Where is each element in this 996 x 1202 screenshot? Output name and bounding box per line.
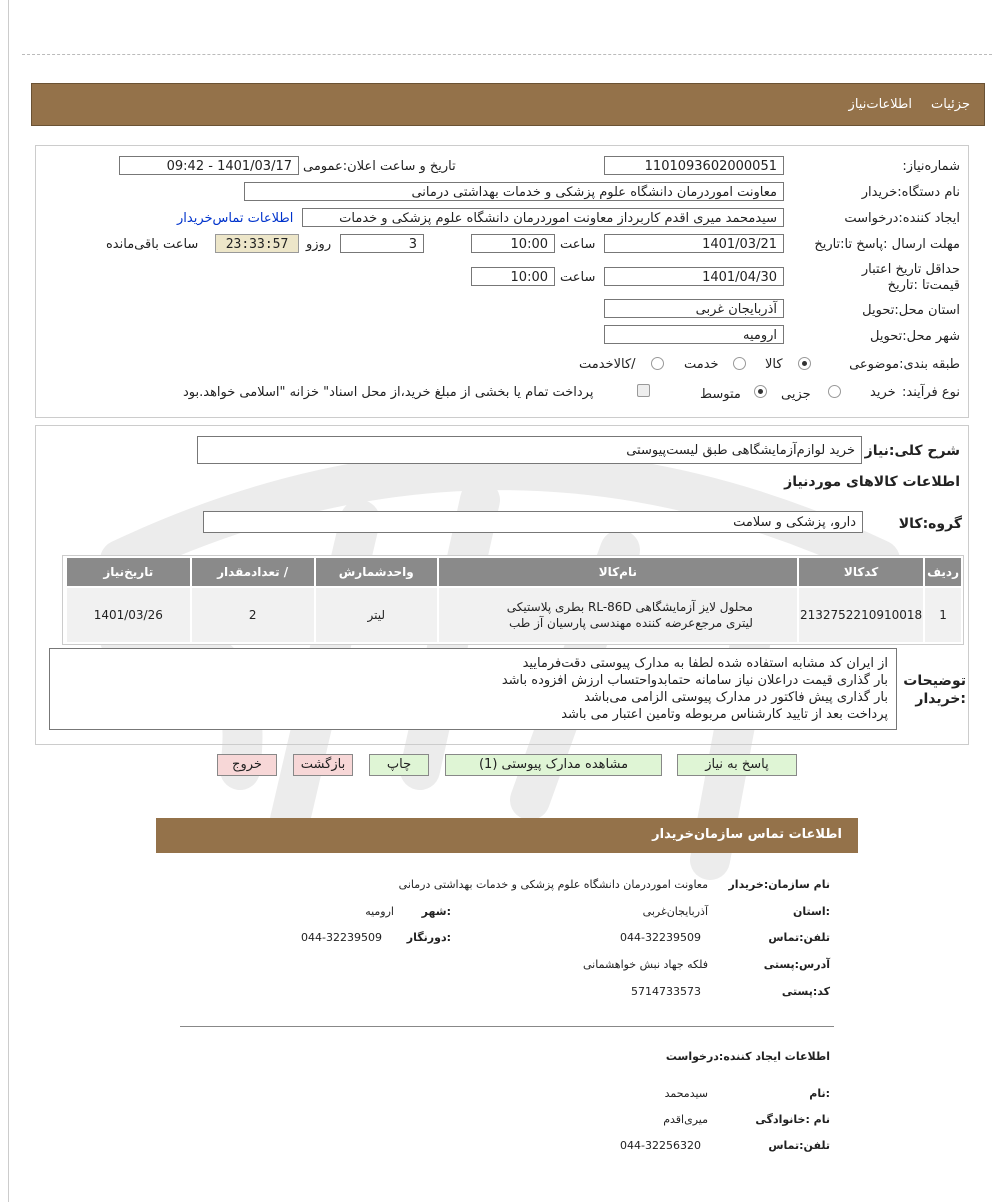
buyer-notes-box	[49, 648, 897, 730]
process-buy-label: خرید	[870, 385, 896, 400]
city-label: شهر محل‌:تحویل	[870, 329, 960, 344]
contact-header-bar	[156, 818, 858, 853]
validity-hour-label: ساعت	[560, 270, 596, 285]
items-table-wrap	[62, 555, 964, 645]
process-medium-radio[interactable]	[754, 385, 767, 398]
contact-phone-label: تلفن‌:تماس	[768, 931, 830, 944]
cell-unit: لیتر	[315, 587, 438, 643]
days-label: روزو	[306, 237, 332, 252]
attachments-button[interactable]: مشاهده مدارک پیوستی (1)	[445, 754, 662, 776]
creator-name-label: :نام	[809, 1087, 830, 1100]
buyer-org-label: نام دستگاه‌:خریدار	[861, 185, 960, 200]
cell-qty: 2	[191, 587, 315, 643]
process-partial-radio[interactable]	[828, 385, 841, 398]
deadline-hour-label: ساعت	[560, 237, 596, 252]
creator-field: سیدمحمد میری اقدم کاربرداز معاونت اموردرمان دانشگاه علوم پزشکی و خدمات	[302, 208, 784, 227]
contact-postal-label: کد‌:پستی	[781, 985, 830, 998]
contact-fax-value: 044-32239509	[301, 931, 382, 944]
creator-info-title: اطلاعات ایجاد کننده‌:درخواست	[665, 1050, 830, 1063]
col-code-header: کدکالا	[798, 557, 924, 587]
note-line: پرداخت بعد از تایید کارشناس مربوطه وتامین اعتبار می باشد	[561, 707, 888, 722]
reply-button[interactable]: پاسخ به نیاز	[677, 754, 797, 776]
goods-group-field: دارو، پزشکی و سلامت	[203, 511, 863, 533]
category-label: طبقه بندی‌:موضوعی	[849, 357, 960, 372]
city-field: ارومیه	[604, 325, 784, 344]
note-line: بار گذاری پیش فاکتور در مدارک پیوستی الزامی می‌باشد	[584, 690, 888, 705]
buyer-notes-label: توضیحات ‌:خریدار	[903, 673, 966, 707]
contact-org-value: معاونت اموردرمان دانشگاه علوم پزشکی و خدمات بهداشتی درمانی	[398, 878, 708, 891]
table-row[interactable]	[66, 587, 962, 643]
category-goods-radio[interactable]	[798, 357, 811, 370]
announce-label: تاریخ و ساعت اعلان‌:عمومی	[303, 159, 456, 174]
validity-date-field: 1401/04/30	[604, 267, 784, 286]
creator-label: ایجاد کننده‌:درخواست	[844, 211, 960, 226]
treasury-payment-note: پرداخت تمام یا بخشی از مبلغ خرید،از محل اسناد" خزانه "اسلامی خواهد.بود	[183, 385, 594, 400]
treasury-payment-checkbox[interactable]	[637, 384, 650, 397]
province-field: آذربایجان غربی	[604, 299, 784, 318]
category-both-label: /کالا‌خدمت	[579, 357, 636, 372]
tab-need-info[interactable]: اطلاعات‌نیاز	[848, 97, 912, 112]
col-row-header: ردیف	[924, 557, 962, 587]
cell-date: 1401/03/26	[66, 587, 191, 643]
contact-city-value: ارومیه	[365, 905, 394, 918]
contact-city-label: :شهر	[421, 905, 451, 918]
col-name-header: نام‌کالا	[438, 557, 798, 587]
contact-fax-label: :دورنگار	[406, 931, 451, 944]
cell-code: 2132752210910018	[798, 587, 924, 643]
exit-button[interactable]: خروج	[217, 754, 277, 776]
category-goods-label: کالا	[765, 357, 783, 372]
col-qty-header: / تعدادمقدار	[191, 557, 315, 587]
announce-field: 1401/03/17 - 09:42	[119, 156, 299, 175]
validity-label: حداقل تاریخ اعتبار ‌قیمت‌تا ‌:تاریخ	[861, 262, 960, 293]
creator-family-value: میری‌اقدم	[663, 1113, 708, 1126]
cell-row: 1	[924, 587, 962, 643]
deadline-date-field: 1401/03/21	[604, 234, 784, 253]
process-label: نوع فرآیند:	[902, 385, 960, 400]
print-button[interactable]: چاپ	[369, 754, 429, 776]
cell-name-text: محلول لایز آزمایشگاهی RL-86D بطری پلاستیکی لیتری مرجع‌عرضه کننده مهندسی پارسیان آز طب	[506, 600, 753, 630]
items-table	[65, 556, 963, 644]
days-field: 3	[340, 234, 424, 253]
contact-address-label: آدرس‌:پستی	[763, 958, 830, 971]
need-number-label: شماره‌نیاز:	[902, 159, 960, 174]
province-label: استان محل‌:تحویل	[862, 303, 960, 318]
contact-phone-value: 044-32239509	[620, 931, 701, 944]
note-line: از ایران کد مشابه استفاده شده لطفا به مدارک پیوستی دقت‌فرمایید	[522, 656, 888, 671]
tab-details[interactable]: جزئیات	[931, 97, 970, 112]
deadline-label: مهلت ارسال ‌:پاسخ تا‌:تاریخ	[814, 237, 960, 252]
contact-separator	[180, 1026, 834, 1027]
contact-province-label: :استان	[793, 905, 830, 918]
note-line: بار گذاری قیمت دراعلان نیاز سامانه حتمابدواحتساب ارزش افزوده باشد	[501, 673, 888, 688]
col-unit-header: واحدشمارش	[315, 557, 438, 587]
section-header-bar	[31, 83, 985, 126]
category-service-label: خدمت	[684, 357, 719, 372]
remaining-timer: 23:33:57	[215, 234, 299, 253]
goods-group-label: گروه‌:کالا	[898, 516, 962, 532]
contact-org-label: نام سازمان‌:خریدار	[728, 878, 830, 891]
category-service-radio[interactable]	[733, 357, 746, 370]
need-number-field: 1101093602000051	[604, 156, 784, 175]
validity-time-field: 10:00	[471, 267, 555, 286]
general-desc-field: خرید لوازم‌آزمایشگاهی طبق لیست‌پیوستی	[197, 436, 862, 464]
contact-title: اطلاعات تماس سازمان‌خریدار	[652, 827, 842, 842]
creator-family-label: نام ‌:خانوادگی	[755, 1113, 830, 1126]
process-medium-label: متوسط	[700, 387, 741, 402]
cell-name	[438, 587, 798, 643]
creator-name-value: سیدمحمد	[664, 1087, 708, 1100]
process-partial-label: جزیی	[781, 387, 811, 402]
buyer-org-field: معاونت اموردرمان دانشگاه علوم پزشکی و خدمات بهداشتی درمانی	[244, 182, 784, 201]
deadline-time-field: 10:00	[471, 234, 555, 253]
remaining-label: ساعت باقی‌مانده	[106, 237, 199, 252]
category-both-radio[interactable]	[651, 357, 664, 370]
creator-phone-value: 044-32256320	[620, 1139, 701, 1152]
table-header-row	[66, 557, 962, 587]
back-button[interactable]: بازگشت	[293, 754, 353, 776]
buyer-contact-link[interactable]: اطلاعات تماس‌خریدار	[177, 211, 294, 226]
general-desc-label: شرح کلی‌:نیاز	[864, 443, 960, 459]
page-left-rule	[8, 0, 9, 1202]
top-divider	[22, 54, 992, 55]
creator-phone-label: تلفن‌:تماس	[768, 1139, 830, 1152]
contact-address-value: فلکه جهاد نبش خواهشمانی	[583, 958, 708, 971]
col-date-header: تاریخ‌نیاز	[66, 557, 191, 587]
goods-info-title: اطلاعات کالاهای موردنیاز	[784, 474, 960, 490]
contact-province-value: آذربایجان‌غربی	[642, 905, 708, 918]
contact-postal-value: 5714733573	[631, 985, 701, 998]
